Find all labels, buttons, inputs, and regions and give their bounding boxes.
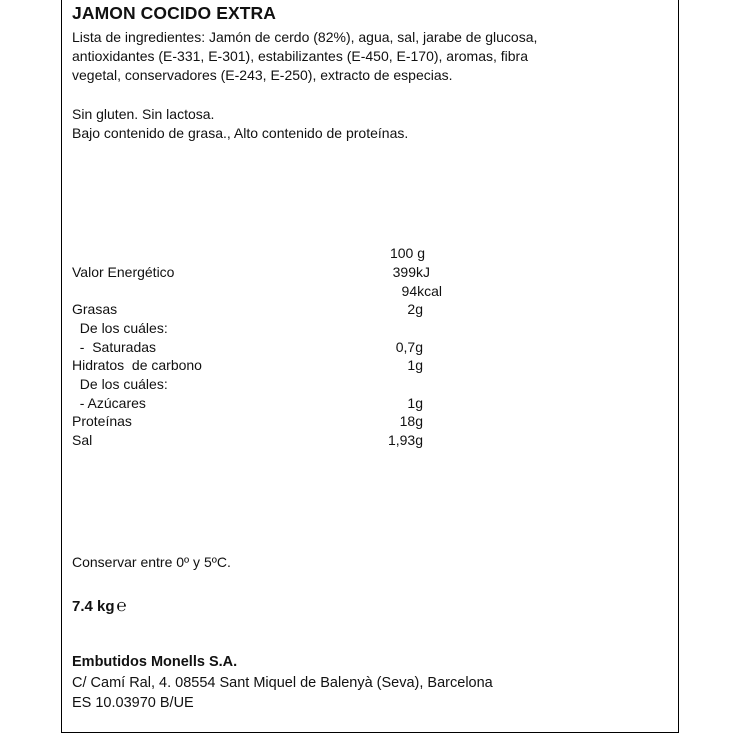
ingredients-line: vegetal, conservadores (E-243, E-250), extracto de especias. — [72, 67, 453, 83]
nutrition-label: De los cuáles: — [72, 376, 168, 392]
claim-line: Sin gluten. Sin lactosa. — [72, 106, 215, 122]
nutrition-label: Sal — [72, 432, 93, 448]
claim-line: Bajo contenido de grasa., Alto contenido de proteínas. — [72, 125, 409, 141]
ingredients-list — [72, 28, 537, 85]
e-mark-icon: ℮ — [116, 596, 127, 615]
product-title: JAMON COCIDO EXTRA — [72, 3, 277, 23]
nutrition-header: 100 g — [389, 245, 425, 261]
registration-code: ES 10.03970 B/UE — [72, 695, 194, 711]
nutrition-label: Proteínas — [72, 413, 132, 429]
nutrition-label: - Azúcares — [72, 395, 146, 411]
nutrition-value: 0,7g — [395, 339, 423, 355]
nutrition-label: De los cuáles: — [72, 320, 168, 336]
storage-instructions: Conservar entre 0º y 5ºC. — [72, 554, 231, 570]
nutrition-value: 1,93g — [387, 432, 423, 448]
nutrition-claims — [72, 105, 408, 143]
nutrition-label: Valor Energético — [72, 264, 175, 280]
nutrition-value: 94kcal — [401, 283, 442, 299]
nutrition-value: 2g — [407, 301, 423, 317]
net-weight — [72, 596, 127, 616]
nutrition-label: Grasas — [72, 301, 118, 317]
ingredients-line: antioxidantes (E-331, E-301), estabilizantes (E-450, E-170), aromas, fibra — [72, 48, 529, 64]
nutrition-value: 18g — [399, 413, 423, 429]
nutrition-value: 1g — [407, 395, 423, 411]
company-address: C/ Camí Ral, 4. 08554 Sant Miquel de Balenyà (Seva), Barcelona — [72, 675, 493, 691]
nutrition-value: 1g — [407, 357, 423, 373]
nutrition-label: - Saturadas — [72, 339, 157, 355]
ingredients-line: Lista de ingredientes: Jamón de cerdo (82%), agua, sal, jarabe de glucosa, — [72, 29, 538, 45]
nutrition-label: Hidratos de carbono — [72, 357, 202, 373]
nutrition-value: 399kJ — [392, 264, 430, 280]
net-weight-value: 7.4 kg — [72, 598, 115, 615]
company-name: Embutidos Monells S.A. — [72, 654, 238, 670]
